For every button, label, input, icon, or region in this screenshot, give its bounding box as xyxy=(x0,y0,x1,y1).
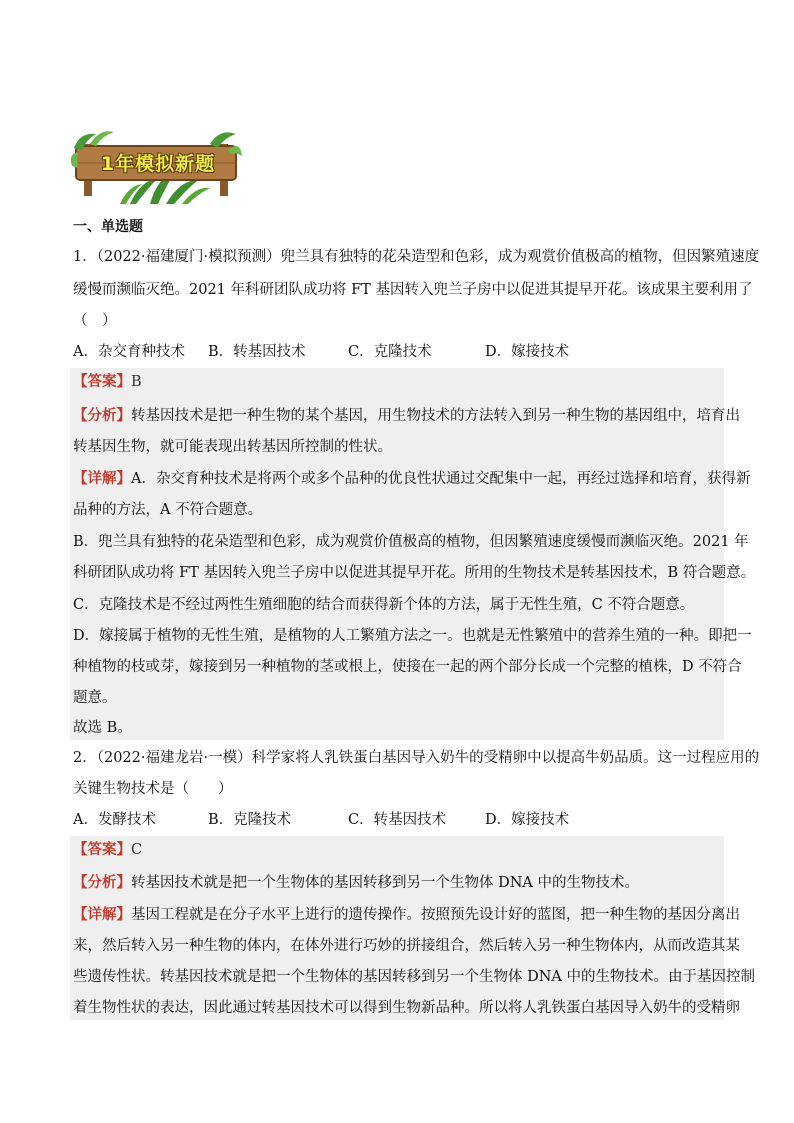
answer-value: C xyxy=(131,842,143,858)
banner-title: 1年模拟新题 xyxy=(100,153,216,175)
q1-conclusion: 故选 B。 xyxy=(73,720,132,736)
q2-stem-line-2: 关键生物技术是（ ） xyxy=(73,781,233,797)
q1-detail-line-8: 题意。 xyxy=(73,690,117,706)
q1-stem-line-2: 缓慢而濒临灭绝。2021 年科研团队成功将 FT 基因转入兜兰子房中以促进其提早开花。该成果主要利用了 xyxy=(73,282,753,298)
q2-option-c: C．转基因技术 xyxy=(348,812,447,828)
q1-option-b: B．转基因技术 xyxy=(208,344,306,360)
q2-stem-line-1: 2．（2022·福建龙岩·一模）科学家将人乳铁蛋白基因导入奶牛的受精卵中以提高牛奶品质。这一过程应用的 xyxy=(73,750,760,766)
analysis-text: 转基因技术就是把一个生物体的基因转移到另一个生物体 DNA 中的生物技术。 xyxy=(131,875,639,891)
q1-answer xyxy=(73,372,142,392)
answer-tag: 【答案】 xyxy=(73,373,131,390)
q1-analysis-line-2: 转基因生物，就可能表现出转基因所控制的性状。 xyxy=(73,439,392,455)
analysis-tag: 【分析】 xyxy=(73,407,131,424)
analysis-tag: 【分析】 xyxy=(73,874,131,891)
q2-analysis-line-1 xyxy=(73,873,639,893)
q1-option-d: D．嫁接技术 xyxy=(485,344,570,360)
analysis-text: 转基因技术是把一种生物的某个基因，用生物技术的方法转入到另一种生物的基因组中，培育出 xyxy=(131,408,740,424)
section-banner xyxy=(70,126,242,204)
q2-detail-line-4: 着生物性状的表达，因此通过转基因技术可以得到生物新品种。所以将人乳铁蛋白基因导入奶牛的受精卵 xyxy=(73,1000,740,1016)
q1-detail-line-3: B．兜兰具有独特的花朵造型和色彩，成为观赏价值极高的植物，但因繁殖速度缓慢而濒临灭绝。2021 年 xyxy=(73,534,749,550)
q1-detail-line-6: D．嫁接属于植物的无性生殖，是植物的人工繁殖方法之一。也就是无性繁殖中的营养生殖的一种。即把一 xyxy=(73,628,752,644)
q1-option-a: A．杂交育种技术 xyxy=(73,344,185,360)
q2-option-b: B．克隆技术 xyxy=(208,812,292,828)
q1-detail-line-2: 品种的方法，A 不符合题意。 xyxy=(73,502,263,518)
detail-text: 基因工程就是在分子水平上进行的遗传操作。按照预先设计好的蓝图，把一种生物的基因分离出 xyxy=(131,907,740,923)
q1-detail-line-7: 种植物的枝或芽，嫁接到另一种植物的茎或根上，使接在一起的两个部分长成一个完整的植株，D 不符合 xyxy=(73,659,742,675)
q2-answer xyxy=(73,840,142,860)
detail-tag: 【详解】 xyxy=(73,906,131,923)
detail-text: A．杂交育种技术是将两个或多个品种的优良性状通过交配集中一起，再经过选择和培育，获得新 xyxy=(131,471,751,487)
detail-tag: 【详解】 xyxy=(73,470,131,487)
q1-analysis-line-1 xyxy=(73,406,740,426)
q1-stem-line-3: （ ） xyxy=(73,313,117,329)
q1-stem-line-1: 1．（2022·福建厦门·模拟预测）兜兰具有独特的花朵造型和色彩，成为观赏价值极高的植物，但因繁殖速度 xyxy=(73,249,760,265)
q1-detail-line-1 xyxy=(73,469,750,489)
q2-option-a: A．发酵技术 xyxy=(73,812,156,828)
q2-option-d: D．嫁接技术 xyxy=(485,812,570,828)
q1-detail-line-4: 科研团队成功将 FT 基因转入兜兰子房中以促进其提早开花。所用的生物技术是转基因技术，B 符合题意。 xyxy=(73,565,756,581)
q2-detail-line-2: 来，然后转入另一种生物的体内，在体外进行巧妙的拼接组合，然后转入另一种生物体内，从而改造其某 xyxy=(73,938,740,954)
q1-option-c: C．克隆技术 xyxy=(348,344,432,360)
answer-value: B xyxy=(131,374,142,390)
answer-tag: 【答案】 xyxy=(73,841,131,858)
q2-detail-line-3: 些遗传性状。转基因技术就是把一个生物体的基因转移到另一个生物体 DNA 中的生物技术。由于基因控制 xyxy=(73,969,755,985)
q1-detail-line-5: C．克隆技术是不经过两性生殖细胞的结合而获得新个体的方法，属于无性生殖，C 不符合题意。 xyxy=(73,597,695,613)
q2-solution-block xyxy=(70,836,724,1020)
section-title: 一、单选题 xyxy=(73,219,143,235)
q2-detail-line-1 xyxy=(73,905,740,925)
